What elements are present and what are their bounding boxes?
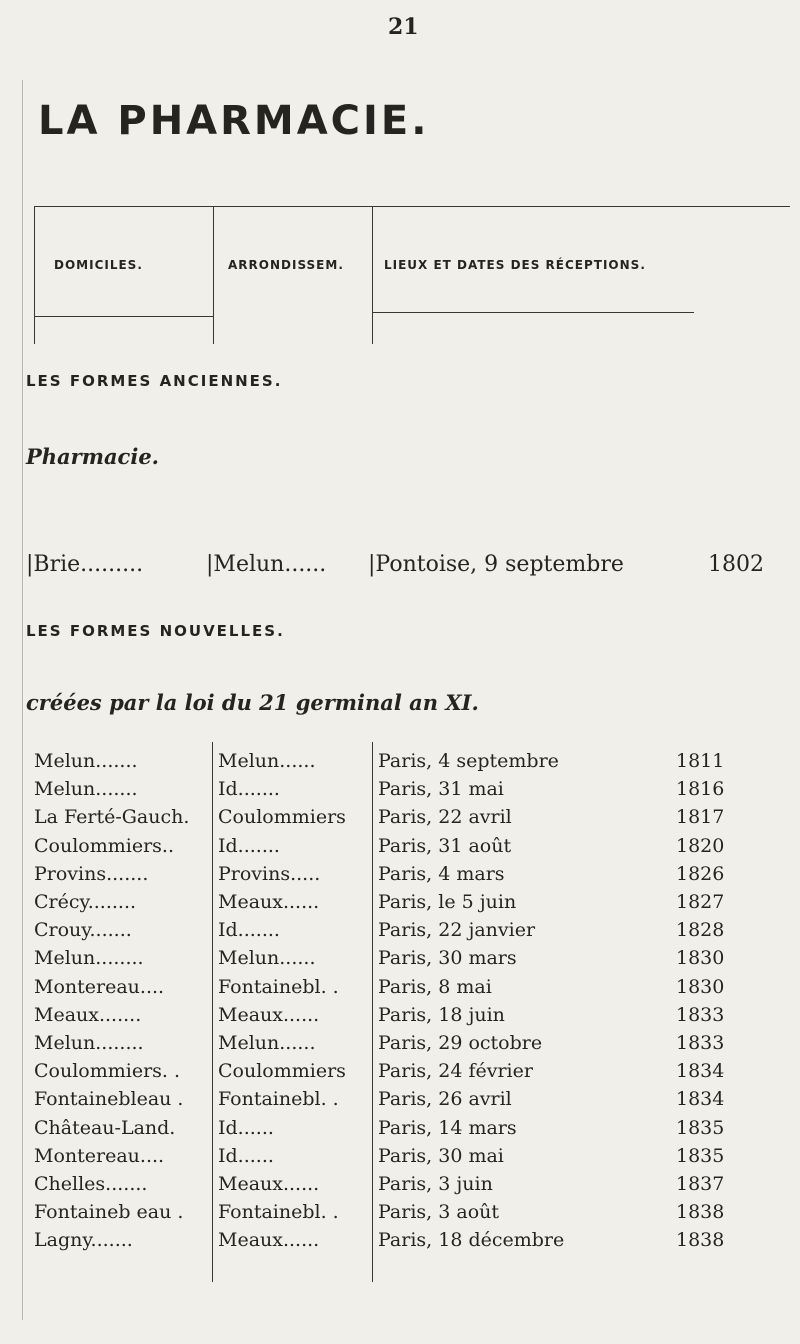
row-domicile: Meaux.......	[34, 1003, 142, 1026]
row-arrondissement: Id.......	[218, 834, 280, 857]
row-lieu: Paris, 22 janvier	[378, 919, 536, 942]
header-divider-2	[372, 206, 373, 344]
row-annee: 1827	[676, 891, 725, 913]
row-domicile: Fontaineb eau .	[34, 1201, 184, 1224]
row-domicile: Melun.......	[34, 750, 138, 772]
row-arrondissement: Meaux......	[218, 1003, 320, 1026]
row-annee: 1833	[676, 1032, 725, 1054]
row-arrondissement: Meaux......	[218, 1173, 320, 1195]
row-annee: 1828	[676, 919, 725, 942]
row-annee: 1835	[676, 1144, 725, 1167]
row-domicile: Coulommiers..	[34, 834, 174, 857]
row-arrondissement: Id......	[218, 1116, 274, 1139]
row-annee: 1816	[676, 778, 725, 801]
row-domicile: Provins.......	[34, 862, 149, 885]
row-domicile: Montereau....	[34, 1144, 165, 1167]
row-annee: 1811	[676, 750, 725, 772]
row-lieu: Paris, le 5 juin	[378, 891, 517, 913]
row-arrondissement: Coulommiers	[218, 806, 346, 829]
row-lieu: Paris, 4 septembre	[378, 750, 559, 772]
row-domicile: Melun........	[34, 947, 144, 970]
row-domicile: Crouy.......	[34, 919, 132, 942]
old-entry-arrondissement: |Melun......	[206, 552, 327, 577]
row-lieu: Paris, 3 août	[378, 1201, 500, 1224]
row-annee: 1834	[676, 1088, 725, 1111]
old-entry-annee: 1802	[708, 552, 764, 577]
row-lieu: Paris, 24 février	[378, 1060, 533, 1083]
row-lieu: Paris, 22 avril	[378, 806, 512, 829]
row-arrondissement: Melun......	[218, 1032, 316, 1054]
row-domicile: Montereau....	[34, 975, 165, 998]
row-arrondissement: Id.......	[218, 919, 280, 942]
section-heading-new: LES FORMES NOUVELLES.	[26, 622, 285, 640]
row-domicile: Melun........	[34, 1032, 144, 1054]
row-lieu: Paris, 18 juin	[378, 1003, 505, 1026]
row-annee: 1820	[676, 834, 725, 857]
row-arrondissement: Id......	[218, 1144, 274, 1167]
section-heading-old: LES FORMES ANCIENNES.	[26, 372, 283, 390]
row-annee: 1837	[676, 1173, 725, 1195]
row-domicile: Chelles.......	[34, 1173, 148, 1195]
page-title: LA PHARMACIE.	[38, 98, 430, 144]
header-divider-1	[213, 206, 214, 344]
row-annee: 1830	[676, 947, 725, 970]
row-domicile: Crécy........	[34, 891, 137, 913]
row-lieu: Paris, 30 mars	[378, 947, 517, 970]
table-divider-2	[372, 742, 373, 1282]
row-domicile: Lagny.......	[34, 1229, 133, 1252]
row-lieu: Paris, 18 décembre	[378, 1229, 565, 1252]
row-arrondissement: Meaux......	[218, 1229, 320, 1252]
row-annee: 1838	[676, 1201, 725, 1224]
row-arrondissement: Provins.....	[218, 862, 321, 885]
column-header-domiciles: DOMICILES.	[54, 258, 143, 272]
row-arrondissement: Melun......	[218, 947, 316, 970]
header-top-rule	[34, 206, 790, 207]
row-arrondissement: Id.......	[218, 778, 280, 801]
row-arrondissement: Fontainebl. .	[218, 1088, 339, 1111]
page-number: 21	[388, 14, 419, 40]
row-annee: 1838	[676, 1229, 725, 1252]
row-arrondissement: Fontainebl. .	[218, 975, 339, 998]
row-lieu: Paris, 3 juin	[378, 1173, 493, 1195]
row-arrondissement: Meaux......	[218, 891, 320, 913]
row-domicile: Château-Land.	[34, 1116, 176, 1139]
header-bottom-rule-col1	[34, 316, 214, 317]
row-domicile: La Ferté-Gauch.	[34, 806, 190, 829]
row-lieu: Paris, 8 mai	[378, 975, 492, 998]
row-lieu: Paris, 29 octobre	[378, 1032, 543, 1054]
header-bottom-rule-col3	[372, 312, 694, 313]
old-entry-lieu: |Pontoise, 9 septembre	[368, 552, 624, 577]
row-domicile: Coulommiers. .	[34, 1060, 181, 1083]
row-lieu: Paris, 31 août	[378, 834, 512, 857]
page-edge-rule	[22, 80, 23, 1320]
subsection-heading-old: Pharmacie.	[26, 444, 159, 469]
row-annee: 1830	[676, 975, 725, 998]
row-lieu: Paris, 26 avril	[378, 1088, 512, 1111]
row-lieu: Paris, 14 mars	[378, 1116, 517, 1139]
header-divider-left	[34, 206, 35, 344]
row-arrondissement: Coulommiers	[218, 1060, 346, 1083]
column-header-lieux: LIEUX ET DATES DES RÉCEPTIONS.	[384, 258, 646, 272]
row-annee: 1835	[676, 1116, 725, 1139]
subsection-heading-new: créées par la loi du 21 germinal an XI.	[26, 690, 479, 715]
table-divider-1	[212, 742, 213, 1282]
row-arrondissement: Fontainebl. .	[218, 1201, 339, 1224]
row-domicile: Melun.......	[34, 778, 138, 801]
row-annee: 1834	[676, 1060, 725, 1083]
row-lieu: Paris, 4 mars	[378, 862, 505, 885]
row-annee: 1817	[676, 806, 725, 829]
row-annee: 1826	[676, 862, 725, 885]
row-annee: 1833	[676, 1003, 725, 1026]
row-lieu: Paris, 30 mai	[378, 1144, 504, 1167]
row-lieu: Paris, 31 mai	[378, 778, 504, 801]
row-domicile: Fontainebleau .	[34, 1088, 184, 1111]
row-arrondissement: Melun......	[218, 750, 316, 772]
column-header-arrondissement: ARRONDISSEM.	[228, 258, 344, 272]
old-entry-domicile: |Brie.........	[26, 552, 144, 577]
